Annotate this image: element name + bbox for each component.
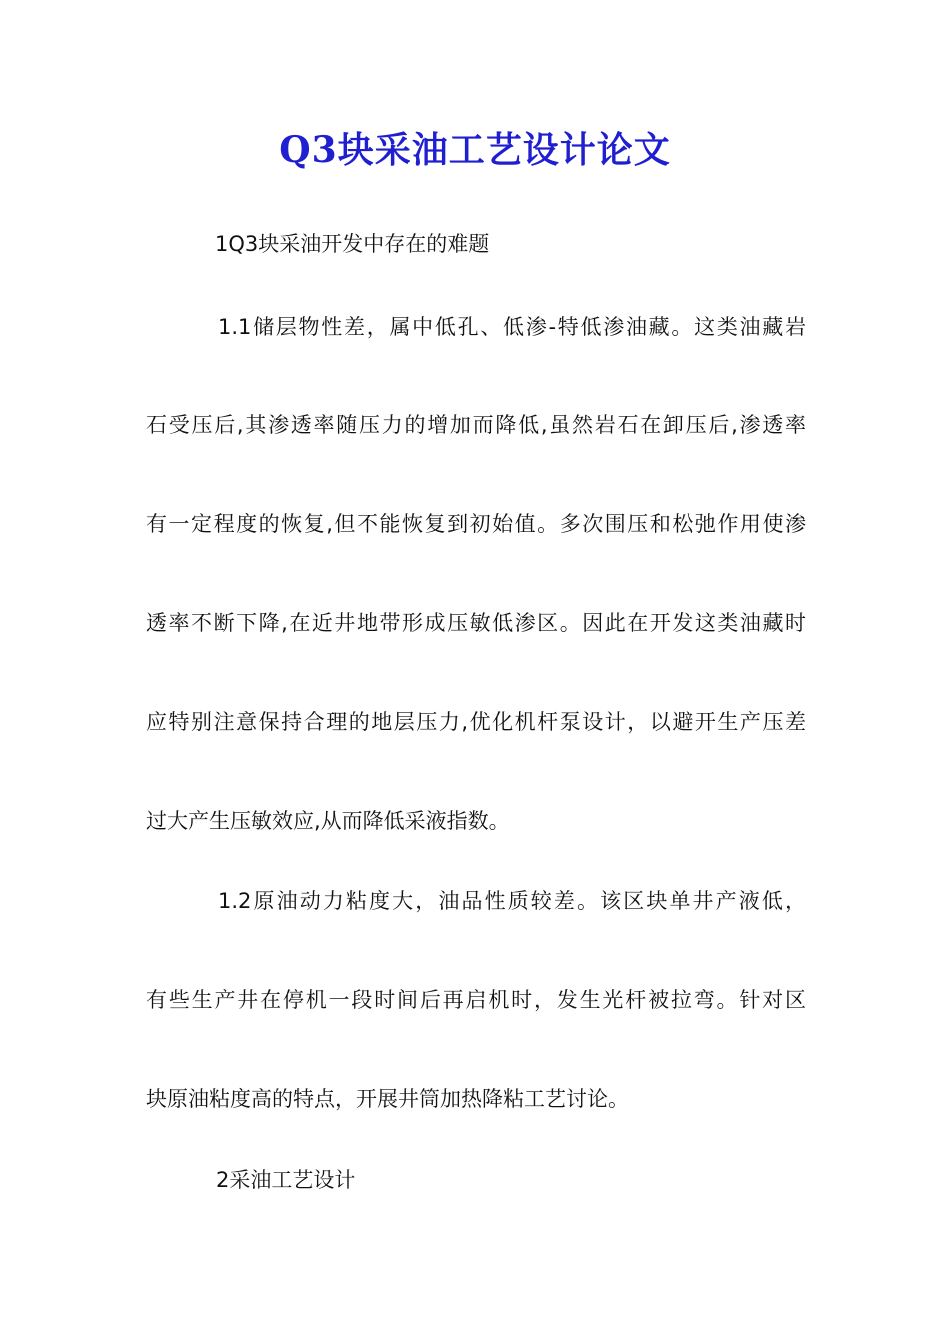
paragraph-1-line-1: 1.1储层物性差，属中低孔、低渗-特低渗油藏。这类油藏岩 (218, 315, 806, 339)
paragraph-1-line-3: 有一定程度的恢复,但不能恢复到初始值。多次围压和松弛作用使渗 (146, 512, 806, 536)
paragraph-2-line-2: 有些生产井在停机一段时间后再启机时，发生光杆被拉弯。针对区 (146, 988, 806, 1012)
document-title: Q3块采油工艺设计论文 (279, 129, 671, 171)
paragraph-1-line-6: 过大产生压敏效应,从而降低采液指数。 (146, 809, 510, 833)
paragraph-1-line-4: 透率不断下降,在近井地带形成压敏低渗区。因此在开发这类油藏时 (146, 611, 806, 635)
paragraph-2-line-1: 1.2原油动力粘度大，油品性质较差。该区块单井产液低， (218, 889, 806, 913)
paragraph-1-line-5: 应特别注意保持合理的地层压力,优化机杆泵设计，以避开生产压差 (146, 710, 806, 734)
section-heading-1: 1Q3块采油开发中存在的难题 (215, 232, 490, 256)
paragraph-2-line-3: 块原油粘度高的特点，开展井筒加热降粘工艺讨论。 (146, 1087, 629, 1111)
section-heading-2: 2采油工艺设计 (216, 1168, 356, 1192)
paragraph-1-line-2: 石受压后,其渗透率随压力的增加而降低,虽然岩石在卸压后,渗透率 (146, 413, 806, 437)
